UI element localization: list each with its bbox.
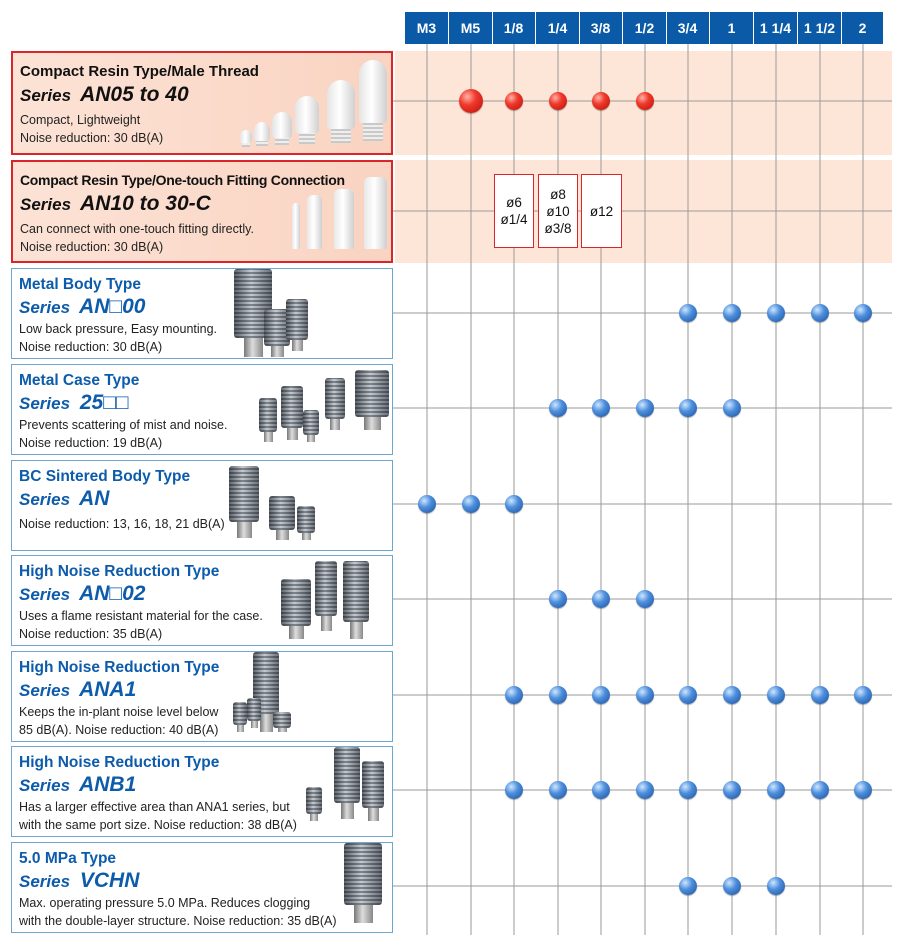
series-model: AN□00: [74, 295, 146, 318]
series-name: [19, 582, 145, 606]
availability-dot: [592, 686, 610, 704]
availability-dot: [459, 89, 483, 113]
series-description-line: Max. operating pressure 5.0 MPa. Reduces clogging: [19, 896, 311, 910]
availability-dot: [505, 92, 523, 110]
series-description-line: Compact, Lightweight: [20, 113, 141, 127]
series-label: Series: [20, 86, 72, 105]
series-description-line: Has a larger effective area than ANA1 series, but: [19, 800, 290, 814]
availability-dot: [723, 781, 741, 799]
series-description-line: Noise reduction: 19 dB(A): [19, 436, 163, 450]
fitting-size: ø3/8: [544, 220, 572, 236]
availability-dot: [636, 686, 654, 704]
availability-dot: [723, 877, 741, 895]
series-card-title: High Noise Reduction Type: [19, 563, 220, 580]
availability-dot: [723, 399, 741, 417]
availability-dot: [854, 304, 872, 322]
product-image: [229, 466, 329, 548]
series-card-title: High Noise Reduction Type: [19, 754, 220, 771]
series-description-line: Noise reduction: 13, 16, 18, 21 dB(A): [19, 517, 225, 531]
series-label: Series: [19, 872, 71, 891]
series-label: Series: [19, 681, 71, 700]
series-model: VCHN: [74, 869, 140, 892]
series-card-an00: [11, 268, 393, 359]
availability-dot: [767, 304, 785, 322]
fitting-size-box: [538, 174, 578, 248]
fitting-size: ø12: [589, 203, 614, 219]
series-name: [19, 678, 136, 702]
fitting-size: ø10: [546, 203, 570, 219]
port-size-header-cell: 2: [842, 12, 884, 44]
series-card-title: Metal Body Type: [19, 276, 142, 293]
series-label: Series: [19, 585, 71, 604]
series-card-title: BC Sintered Body Type: [19, 468, 191, 485]
availability-dot: [592, 781, 610, 799]
series-description-line: Keeps the in-plant noise level below: [19, 705, 219, 719]
series-model: 25□□: [74, 391, 129, 414]
availability-dot: [505, 495, 523, 513]
series-description-line: Prevents scattering of mist and noise.: [19, 418, 228, 432]
availability-dot: [679, 877, 697, 895]
series-card-ana1: [11, 651, 393, 742]
availability-dot: [854, 686, 872, 704]
series-description-line: Uses a flame resistant material for the case.: [19, 609, 263, 623]
port-size-header-cell: 1/2: [623, 12, 667, 44]
series-description-line: with the same port size. Noise reduction: 38 dB(A): [19, 818, 297, 832]
fitting-size-box: [581, 174, 622, 248]
availability-dot: [811, 686, 829, 704]
port-size-header-cell: 1 1/2: [798, 12, 842, 44]
port-size-header-cell: 1/4: [536, 12, 580, 44]
series-name: [19, 869, 139, 893]
series-label: Series: [19, 394, 71, 413]
fitting-size-box: [494, 174, 534, 248]
availability-dot: [549, 399, 567, 417]
series-card-anb1: [11, 746, 393, 837]
series-description-line: Noise reduction: 30 dB(A): [19, 340, 163, 354]
availability-dot: [679, 686, 697, 704]
series-label: Series: [19, 490, 71, 509]
port-size-header-cell: 1: [710, 12, 754, 44]
availability-dot: [854, 781, 872, 799]
availability-dot: [723, 686, 741, 704]
availability-dot: [767, 877, 785, 895]
product-image: [344, 843, 393, 933]
fitting-size: ø6: [506, 195, 522, 210]
series-description-line: Noise reduction: 35 dB(A): [19, 627, 163, 641]
availability-dot: [549, 686, 567, 704]
series-name: [19, 487, 109, 511]
availability-dot: [592, 590, 610, 608]
availability-dot: [811, 304, 829, 322]
availability-dot: [723, 304, 741, 322]
series-label: Series: [19, 776, 71, 795]
availability-dot: [767, 686, 785, 704]
series-model: AN: [74, 487, 110, 510]
availability-dot: [462, 495, 480, 513]
series-model: AN10 to 30-C: [75, 192, 211, 215]
series-model: ANA1: [74, 678, 137, 701]
availability-dot: [679, 781, 697, 799]
product-image: [234, 269, 334, 359]
series-name: [20, 192, 211, 216]
series-name: [20, 83, 189, 107]
availability-dot: [636, 92, 654, 110]
series-description-line: Noise reduction: 30 dB(A): [20, 131, 164, 145]
availability-dot: [811, 781, 829, 799]
availability-dot: [592, 399, 610, 417]
availability-dot: [549, 590, 567, 608]
series-description-line: Noise reduction: 30 dB(A): [20, 240, 164, 254]
port-size-header-cell: M5: [449, 12, 493, 44]
product-image: [233, 652, 323, 742]
series-description-line: Low back pressure, Easy mounting.: [19, 322, 218, 336]
port-size-header-cell: 3/4: [667, 12, 710, 44]
series-name: [19, 773, 136, 797]
series-card-title: High Noise Reduction Type: [19, 659, 220, 676]
fitting-size: ø1/4: [500, 212, 528, 227]
availability-dot: [505, 686, 523, 704]
port-size-header: [404, 12, 886, 44]
availability-dot: [549, 92, 567, 110]
availability-dot: [549, 781, 567, 799]
series-model: AN□02: [74, 582, 146, 605]
product-image: [281, 561, 381, 643]
series-card-an05-40: [11, 51, 393, 155]
port-size-header-cell: 1 1/4: [754, 12, 798, 44]
series-card-vchn: [11, 842, 393, 933]
series-card-title: 5.0 MPa Type: [19, 850, 117, 867]
series-card-an: [11, 460, 393, 551]
series-card-25: [11, 364, 393, 455]
availability-dot: [679, 304, 697, 322]
availability-dot: [505, 781, 523, 799]
series-label: Series: [20, 195, 72, 214]
availability-dot: [767, 781, 785, 799]
product-image: [259, 370, 389, 452]
series-description-line: with the double-layer structure. Noise reduction: 35 dB(A): [19, 914, 337, 928]
port-size-header-cell: 3/8: [580, 12, 623, 44]
series-card-title: Metal Case Type: [19, 372, 140, 389]
port-size-header-cell: M3: [405, 12, 449, 44]
series-card-title: Compact Resin Type/One-touch Fitting Connection: [20, 172, 345, 188]
series-description-line: Can connect with one-touch fitting directly.: [20, 222, 254, 236]
series-label: Series: [19, 298, 71, 317]
series-name: [19, 391, 129, 415]
series-name: [19, 295, 145, 319]
product-image: [306, 747, 386, 837]
series-card-title: Compact Resin Type/Male Thread: [20, 63, 259, 80]
availability-dot: [418, 495, 436, 513]
availability-dot: [636, 399, 654, 417]
series-model: ANB1: [74, 773, 137, 796]
availability-dot: [636, 590, 654, 608]
availability-dot: [592, 92, 610, 110]
availability-dot: [679, 399, 697, 417]
series-description-line: 85 dB(A). Noise reduction: 40 dB(A): [19, 723, 219, 737]
series-model: AN05 to 40: [75, 83, 189, 106]
availability-dot: [636, 781, 654, 799]
fitting-size: ø8: [550, 186, 566, 202]
series-card-an02: [11, 555, 393, 646]
port-size-header-cell: 1/8: [493, 12, 536, 44]
series-card-an10-30c: [11, 160, 393, 263]
